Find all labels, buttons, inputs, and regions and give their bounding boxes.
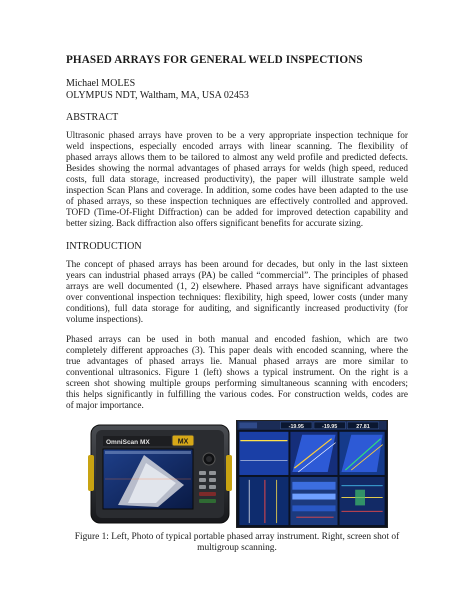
paragraph-line: true advantages of phased arrays lie. Manual phased arrays are more similar to xyxy=(66,357,408,368)
caption-line: multigroup scanning. xyxy=(197,543,277,554)
paragraph-line: of major importance. xyxy=(66,401,144,412)
paper-title: PHASED ARRAYS FOR GENERAL WELD INSPECTIONS xyxy=(66,54,363,66)
multigroup-screenshot xyxy=(236,420,388,528)
abstract-line: TOFD (Time-Of-Flight Diffraction) can be added for improved detection capability and xyxy=(66,208,408,219)
device-brand-label: OmniScan MX xyxy=(106,439,150,446)
paragraph-line: years can industrial phased arrays (PA) be called “commercial”. The principles of phased xyxy=(66,271,408,282)
paragraph-line: Phased arrays can be used in both manual and encoded fashion, which are two xyxy=(66,335,408,345)
abstract-line: costs, full data storage, increased productivity), the paper will illustrate sample weld xyxy=(66,175,408,186)
author-block xyxy=(66,78,249,102)
abstract-line: of phased arrays, so these inspection techniques are effectively controlled and approved. xyxy=(66,197,408,208)
readout-2: -19.95 xyxy=(322,423,338,430)
paragraph-line: arrays are well documented (1, 2) elsewhere. Phased arrays have significant advantages xyxy=(66,282,408,293)
readout-3: 27.81 xyxy=(356,423,370,430)
paragraph-line: over conventional inspection techniques: flexibility, high speed, lower costs (under many xyxy=(66,293,408,304)
caption-line: Figure 1: Left, Photo of typical portable phased array instrument. Right, screen shot of xyxy=(74,532,400,542)
figure-caption xyxy=(66,532,408,555)
abstract-text xyxy=(66,131,408,230)
readout-1: -19.95 xyxy=(288,423,304,430)
paragraph-line: volume inspections). xyxy=(66,315,144,326)
introduction-heading: INTRODUCTION xyxy=(66,241,142,252)
paragraph-line: The concept of phased arrays has been around for decades, but only in the last sixteen xyxy=(66,260,408,270)
abstract-line: phased arrays allows them to be tailored to almost any weld profile and predicted defects. xyxy=(66,153,408,164)
intro-paragraph-1 xyxy=(66,260,408,326)
abstract-line: better sizing. Back diffraction also offers significant benefits for accurate sizing. xyxy=(66,219,364,230)
paragraph-line: screen shot showing multiple groups performing simultaneous scanning with encoders; xyxy=(66,379,408,390)
author-name: Michael MOLES xyxy=(66,78,136,89)
abstract-line: weld inspections, especially encoded arrays with linear scanning. The flexibility of xyxy=(66,142,408,153)
paragraph-line: this helps significantly in fulfilling the various codes. For construction welds, codes are xyxy=(66,390,408,401)
instrument-photo xyxy=(88,419,232,527)
abstract-line: Besides showing the normal advantages of phased arrays for welds (high speed, reduced xyxy=(66,164,408,175)
abstract-line: Ultrasonic phased arrays have proven to be a very appropriate inspection technique for xyxy=(66,131,408,141)
abstract-line: inspection Scan Plans and coverage. In addition, some codes have been adapted to the use xyxy=(66,186,408,197)
paragraph-line: conventional ultrasonics. Figure 1 (left) shows a typical instrument. On the right is a xyxy=(66,368,408,379)
paragraph-line: completely different approaches (3). This paper deals with encoded scanning, where the xyxy=(66,346,408,357)
abstract-heading: ABSTRACT xyxy=(66,112,119,123)
paragraph-line: conditions), full data storage for auditing, and significantly increased productivity (for xyxy=(66,304,408,315)
device-model-badge: MX xyxy=(177,438,189,446)
intro-paragraph-2 xyxy=(66,335,408,412)
author-affiliation: OLYMPUS NDT, Waltham, MA, USA 02453 xyxy=(66,90,249,101)
